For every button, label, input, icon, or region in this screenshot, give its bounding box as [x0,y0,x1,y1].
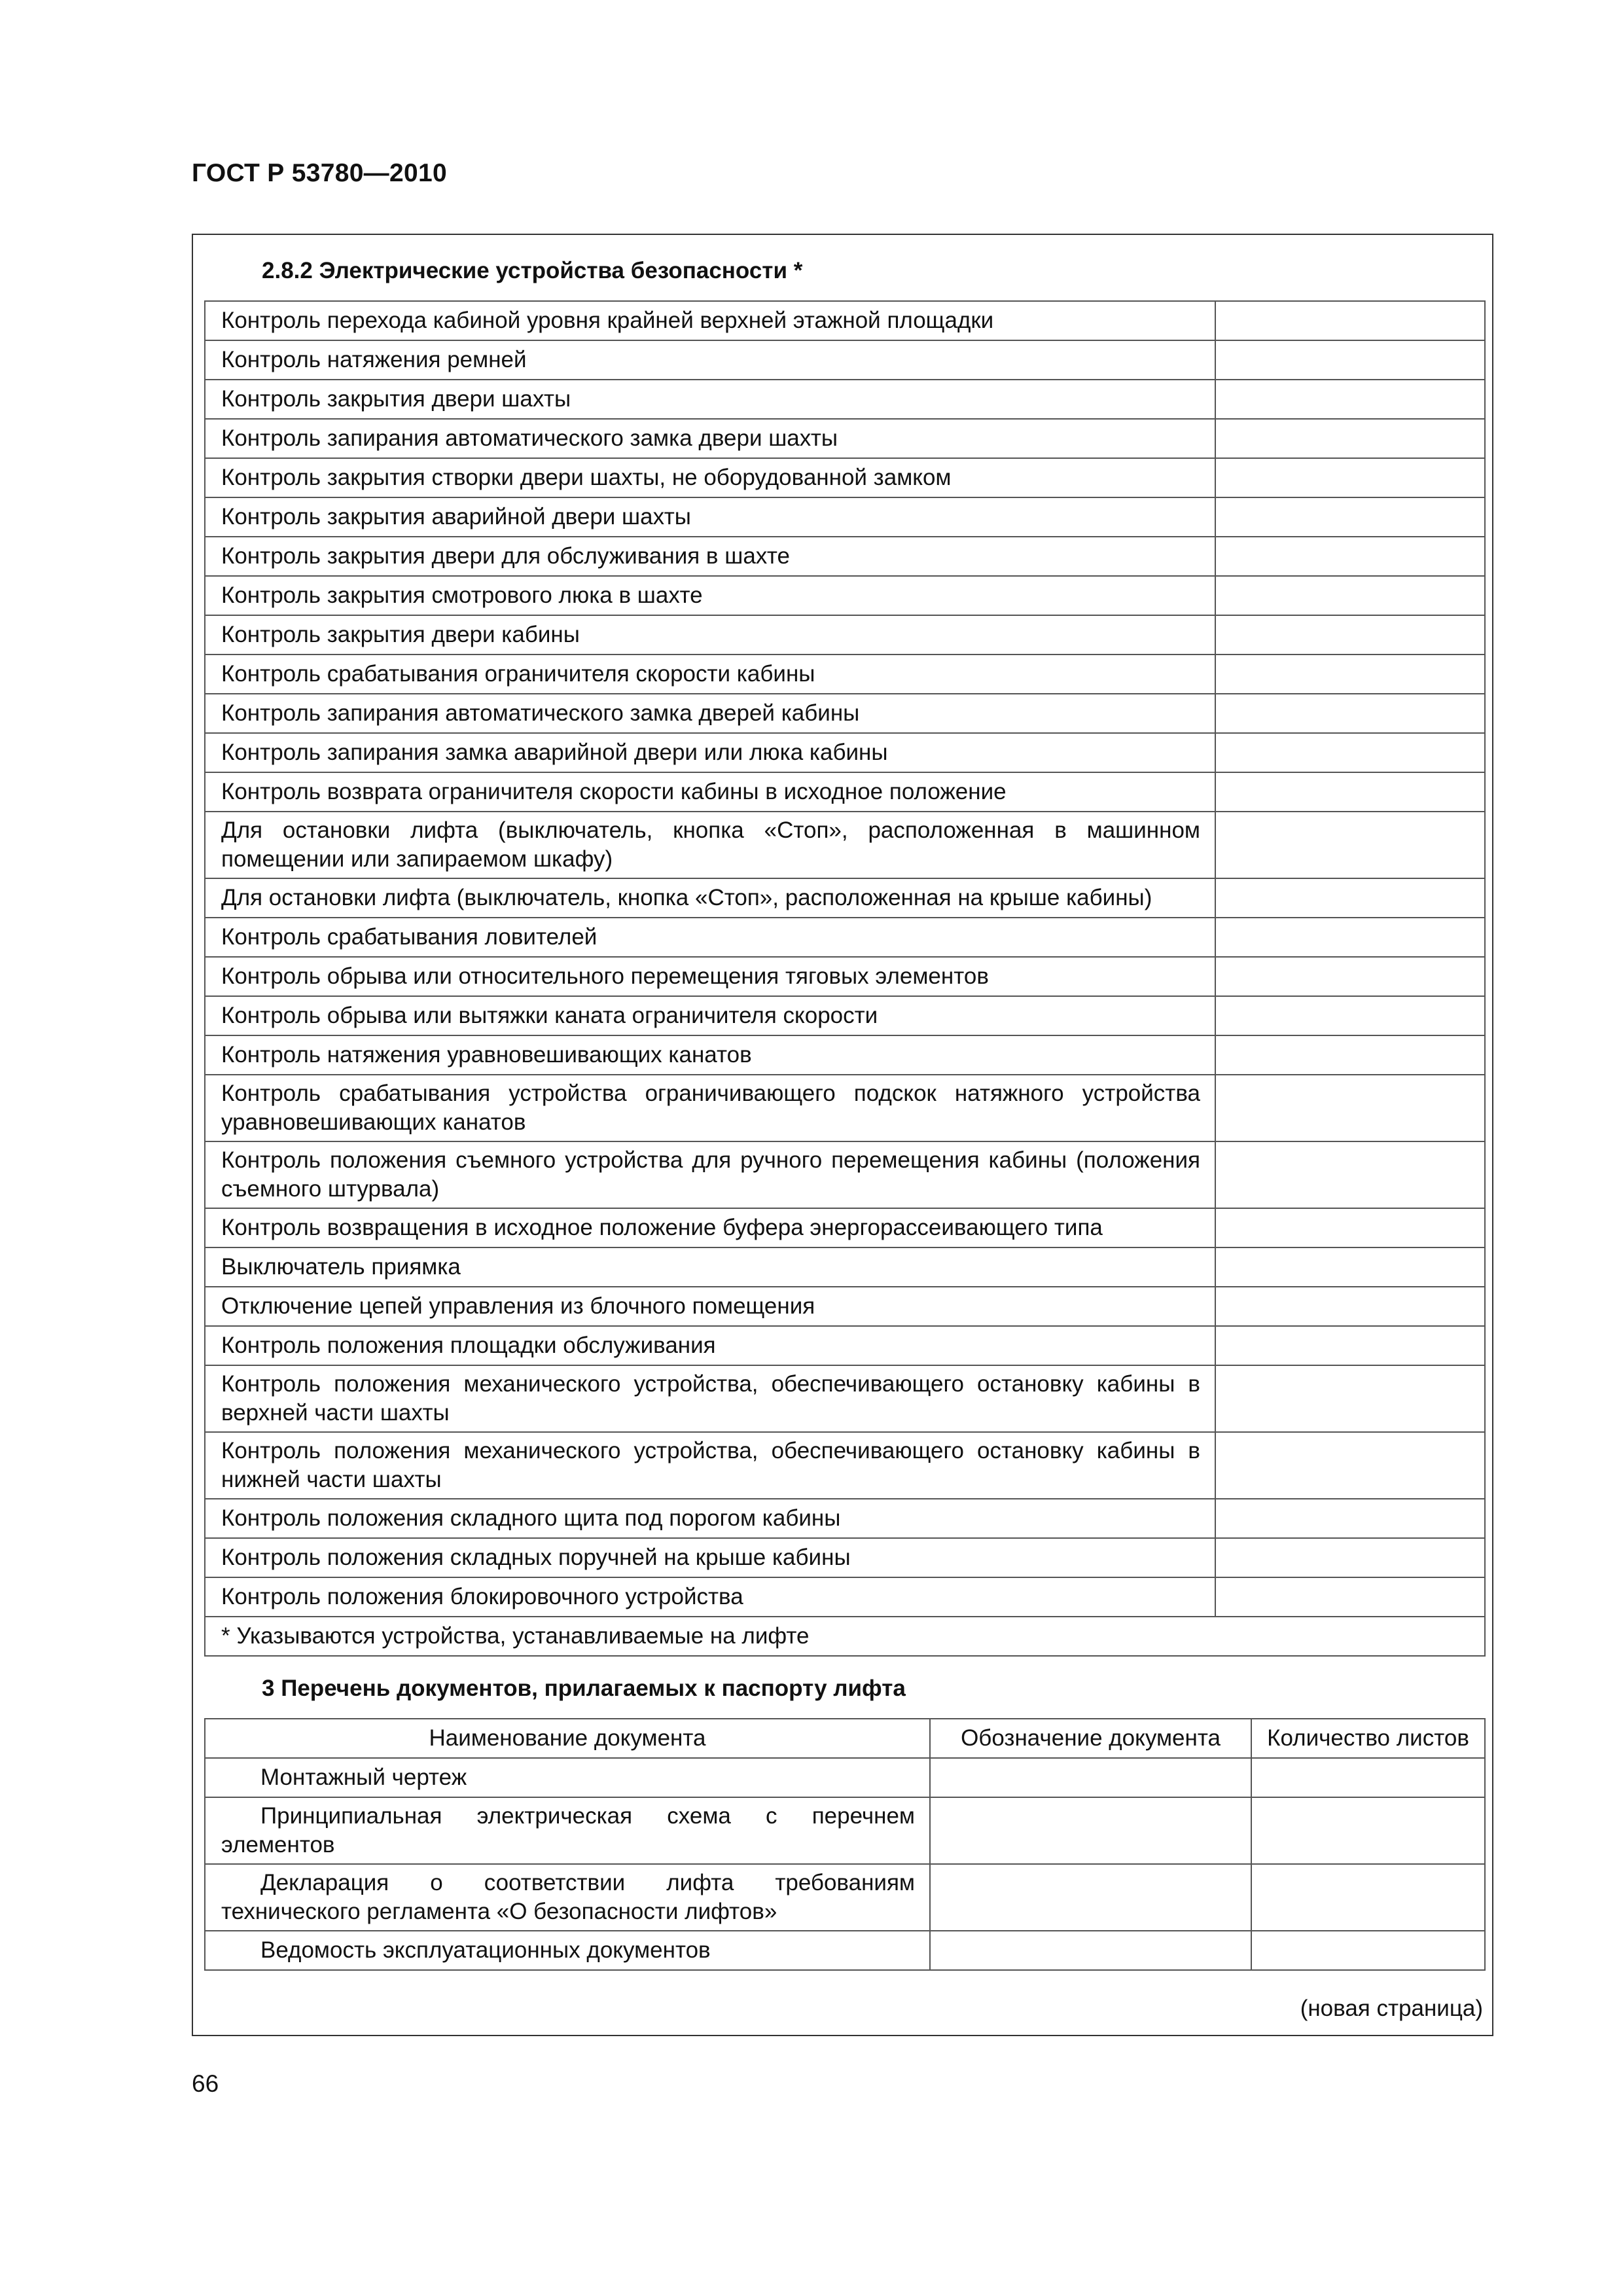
device-label: Контроль перехода кабиной уровня крайней верхней этажной площадки [205,301,1215,340]
document-designation-cell[interactable] [930,1797,1251,1864]
device-label: Контроль положения складного щита под порогом кабины [205,1499,1215,1538]
device-label: Контроль запирания замка аварийной двери или люка кабины [205,733,1215,772]
column-header-document-name: Наименование документа [205,1719,930,1758]
table-row [205,340,1485,380]
device-label: Для остановки лифта (выключатель, кнопка «Стоп», расположенная на крыше кабины) [205,878,1215,918]
device-value-cell[interactable] [1215,1326,1485,1365]
device-label: Контроль положения механического устройства, обеспечивающего остановку кабины в нижней части шахты [205,1432,1215,1499]
table-row [205,772,1485,812]
table-row [205,1287,1485,1326]
sheet-count-cell[interactable] [1251,1931,1485,1970]
device-value-cell[interactable] [1215,655,1485,694]
device-value-cell[interactable] [1215,812,1485,878]
table-row [205,419,1485,458]
device-label: Контроль положения блокировочного устройства [205,1577,1215,1617]
table-row [205,301,1485,340]
device-value-cell[interactable] [1215,1432,1485,1499]
device-label: Контроль закрытия смотрового люка в шахте [205,576,1215,615]
device-label: Контроль натяжения ремней [205,340,1215,380]
device-value-cell[interactable] [1215,996,1485,1035]
device-value-cell[interactable] [1215,458,1485,497]
device-value-cell[interactable] [1215,1247,1485,1287]
device-value-cell[interactable] [1215,1365,1485,1432]
table-row [205,497,1485,537]
table-row [205,1797,1485,1864]
device-value-cell[interactable] [1215,419,1485,458]
table-row [205,1035,1485,1075]
device-value-cell[interactable] [1215,1499,1485,1538]
device-value-cell[interactable] [1215,694,1485,733]
table-row [205,576,1485,615]
table-row [205,918,1485,957]
table-row [205,694,1485,733]
table-row [205,1931,1485,1970]
table-row [205,1247,1485,1287]
device-label: Контроль положения механического устройства, обеспечивающего остановку кабины в верхней части шахты [205,1365,1215,1432]
device-label: Контроль возврата ограничителя скорости кабины в исходное положение [205,772,1215,812]
sheet-count-cell[interactable] [1251,1758,1485,1797]
device-value-cell[interactable] [1215,878,1485,918]
device-value-cell[interactable] [1215,615,1485,655]
device-value-cell[interactable] [1215,1075,1485,1141]
device-label: Контроль возвращения в исходное положение буфера энергорассеивающего типа [205,1208,1215,1247]
table-row [205,458,1485,497]
device-label: Контроль запирания автоматического замка двери шахты [205,419,1215,458]
table-header-row [205,1719,1485,1758]
document-designation-cell[interactable] [930,1864,1251,1931]
new-page-note: (новая страница) [1300,1996,1483,2021]
table-row [205,537,1485,576]
table-row [205,733,1485,772]
column-header-document-designation: Обозначение документа [930,1719,1251,1758]
passport-frame [192,234,1493,2036]
device-label: Контроль срабатывания ловителей [205,918,1215,957]
table-row [205,1326,1485,1365]
table-row [205,1432,1485,1499]
device-value-cell[interactable] [1215,918,1485,957]
device-value-cell[interactable] [1215,380,1485,419]
document-designation-cell[interactable] [930,1931,1251,1970]
device-label: Контроль закрытия двери для обслуживания в шахте [205,537,1215,576]
device-label: Для остановки лифта (выключатель, кнопка «Стоп», расположенная в машинном помещении или запираемом шкафу) [205,812,1215,878]
section-title-electrical-safety: 2.8.2 Электрические устройства безопасности * [262,258,803,283]
table-row [205,1499,1485,1538]
table-row [205,1758,1485,1797]
device-value-cell[interactable] [1215,301,1485,340]
device-value-cell[interactable] [1215,1577,1485,1617]
table-row [205,1141,1485,1208]
table-row [205,1075,1485,1141]
device-value-cell[interactable] [1215,1141,1485,1208]
device-label: Контроль натяжения уравновешивающих канатов [205,1035,1215,1075]
document-header: ГОСТ Р 53780—2010 [192,159,447,187]
documents-table [204,1718,1486,1971]
table-row [205,1208,1485,1247]
table-row [205,615,1485,655]
table-row [205,380,1485,419]
device-value-cell[interactable] [1215,1208,1485,1247]
device-value-cell[interactable] [1215,537,1485,576]
sheet-count-cell[interactable] [1251,1864,1485,1931]
device-value-cell[interactable] [1215,340,1485,380]
sheet-count-cell[interactable] [1251,1797,1485,1864]
device-label: Контроль закрытия двери шахты [205,380,1215,419]
table-row [205,878,1485,918]
column-header-sheet-count: Количество листов [1251,1719,1485,1758]
document-name: Принципиальная электрическая схема с перечнем элементов [205,1797,930,1864]
device-label: Контроль запирания автоматического замка дверей кабины [205,694,1215,733]
electrical-safety-table [204,300,1486,1657]
device-value-cell[interactable] [1215,497,1485,537]
table-row [205,655,1485,694]
table-row [205,1577,1485,1617]
table-footnote: * Указываются устройства, устанавливаемые на лифте [205,1617,1485,1656]
document-designation-cell[interactable] [930,1758,1251,1797]
device-value-cell[interactable] [1215,957,1485,996]
device-value-cell[interactable] [1215,772,1485,812]
device-value-cell[interactable] [1215,576,1485,615]
page-number: 66 [192,2070,219,2097]
footnote-row [205,1617,1485,1656]
device-value-cell[interactable] [1215,733,1485,772]
device-value-cell[interactable] [1215,1538,1485,1577]
device-label: Контроль обрыва или вытяжки каната ограничителя скорости [205,996,1215,1035]
device-label: Контроль срабатывания ограничителя скорости кабины [205,655,1215,694]
table-row [205,996,1485,1035]
device-label: Контроль закрытия аварийной двери шахты [205,497,1215,537]
section-title-documents: 3 Перечень документов, прилагаемых к паспорту лифта [262,1676,906,1701]
document-name: Ведомость эксплуатационных документов [205,1931,930,1970]
table-row [205,1538,1485,1577]
table-row [205,1864,1485,1931]
device-label: Контроль закрытия створки двери шахты, не оборудованной замком [205,458,1215,497]
device-label: Контроль положения съемного устройства для ручного перемещения кабины (положения съемного штурвала) [205,1141,1215,1208]
device-label: Отключение цепей управления из блочного помещения [205,1287,1215,1326]
device-label: Контроль положения площадки обслуживания [205,1326,1215,1365]
device-value-cell[interactable] [1215,1035,1485,1075]
document-name: Декларация о соответствии лифта требованиям технического регламента «О безопасности лифтов» [205,1864,930,1931]
device-value-cell[interactable] [1215,1287,1485,1326]
table-row [205,812,1485,878]
device-label: Контроль закрытия двери кабины [205,615,1215,655]
table-row [205,1365,1485,1432]
table-row [205,957,1485,996]
device-label: Контроль срабатывания устройства ограничивающего подскок натяжного устройства уравновешивающих канатов [205,1075,1215,1141]
document-name: Монтажный чертеж [205,1758,930,1797]
device-label: Контроль обрыва или относительного перемещения тяговых элементов [205,957,1215,996]
device-label: Выключатель приямка [205,1247,1215,1287]
device-label: Контроль положения складных поручней на крыше кабины [205,1538,1215,1577]
